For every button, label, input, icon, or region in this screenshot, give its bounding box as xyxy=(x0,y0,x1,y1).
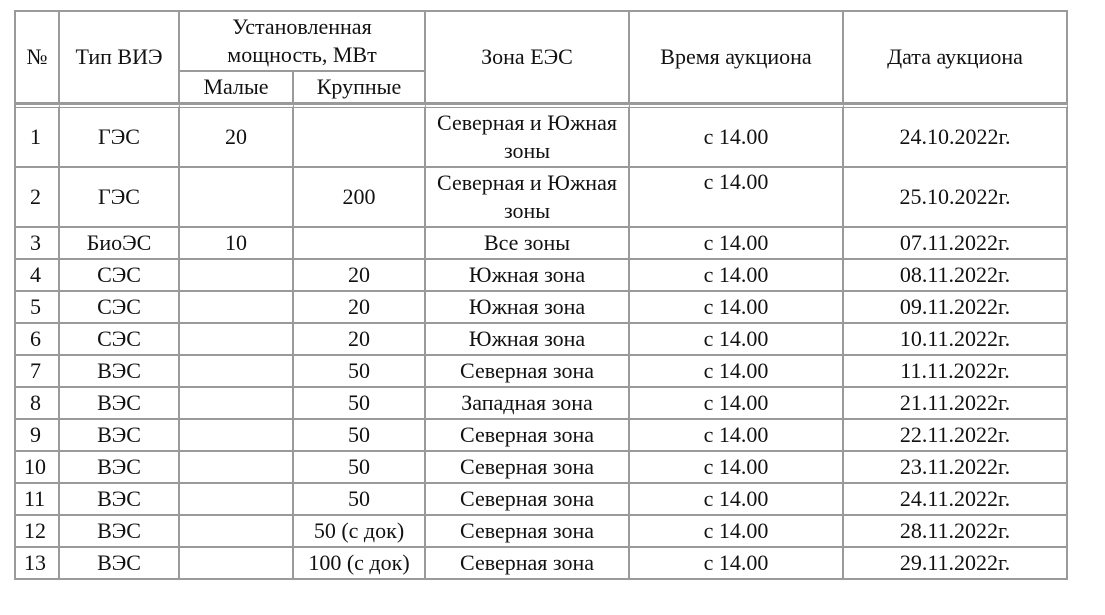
cell-date: 28.11.2022г. xyxy=(844,516,1068,548)
cell-zone: Южная зона xyxy=(426,324,630,356)
cell-small xyxy=(180,548,294,580)
auction-schedule xyxy=(14,10,1068,580)
cell-large: 50 xyxy=(294,452,426,484)
table-row xyxy=(16,228,1068,260)
cell-time: с 14.00 xyxy=(630,388,844,420)
cell-small: 10 xyxy=(180,228,294,260)
header-large: Крупные xyxy=(294,72,426,104)
cell-date: 29.11.2022г. xyxy=(844,548,1068,580)
cell-large: 20 xyxy=(294,324,426,356)
table-row xyxy=(16,420,1068,452)
cell-time: с 14.00 xyxy=(630,228,844,260)
table-row xyxy=(16,104,1068,168)
cell-num: 9 xyxy=(16,420,60,452)
cell-type: ВЭС xyxy=(60,356,180,388)
cell-large: 20 xyxy=(294,292,426,324)
cell-small xyxy=(180,260,294,292)
cell-time: с 14.00 xyxy=(630,516,844,548)
cell-date: 07.11.2022г. xyxy=(844,228,1068,260)
cell-date: 10.11.2022г. xyxy=(844,324,1068,356)
cell-zone: Северная и Южная зоны xyxy=(426,104,630,168)
cell-num: 13 xyxy=(16,548,60,580)
cell-large: 100 (с док) xyxy=(294,548,426,580)
cell-large xyxy=(294,104,426,168)
cell-time: с 14.00 xyxy=(630,356,844,388)
cell-date: 24.10.2022г. xyxy=(844,104,1068,168)
cell-small xyxy=(180,324,294,356)
cell-num: 11 xyxy=(16,484,60,516)
cell-type: ВЭС xyxy=(60,516,180,548)
cell-time: с 14.00 xyxy=(630,452,844,484)
cell-num: 2 xyxy=(16,168,60,228)
cell-date: 09.11.2022г. xyxy=(844,292,1068,324)
header-zone: Зона ЕЭС xyxy=(426,12,630,104)
cell-small xyxy=(180,388,294,420)
cell-time: с 14.00 xyxy=(630,420,844,452)
table-row xyxy=(16,260,1068,292)
header-small: Малые xyxy=(180,72,294,104)
cell-large xyxy=(294,228,426,260)
cell-num: 5 xyxy=(16,292,60,324)
header-type: Тип ВИЭ xyxy=(60,12,180,104)
table-row xyxy=(16,516,1068,548)
cell-num: 3 xyxy=(16,228,60,260)
cell-zone: Южная зона xyxy=(426,292,630,324)
cell-date: 25.10.2022г. xyxy=(844,168,1068,228)
cell-num: 6 xyxy=(16,324,60,356)
table-row xyxy=(16,168,1068,228)
cell-num: 4 xyxy=(16,260,60,292)
cell-type: ВЭС xyxy=(60,388,180,420)
header-time: Время аукциона xyxy=(630,12,844,104)
header-num: № xyxy=(16,12,60,104)
header-power: Установленная мощность, МВт xyxy=(180,12,426,72)
cell-time: с 14.00 xyxy=(630,292,844,324)
table-row xyxy=(16,356,1068,388)
cell-large: 50 xyxy=(294,388,426,420)
table-row xyxy=(16,324,1068,356)
cell-large: 50 xyxy=(294,420,426,452)
cell-date: 24.11.2022г. xyxy=(844,484,1068,516)
cell-zone: Северная зона xyxy=(426,356,630,388)
cell-time: с 14.00 xyxy=(630,104,844,168)
auction-table xyxy=(14,10,1068,580)
cell-large: 200 xyxy=(294,168,426,228)
cell-date: 08.11.2022г. xyxy=(844,260,1068,292)
cell-small xyxy=(180,292,294,324)
cell-large: 50 (с док) xyxy=(294,516,426,548)
table-row xyxy=(16,548,1068,580)
cell-time: с 14.00 xyxy=(630,260,844,292)
table-row xyxy=(16,484,1068,516)
cell-zone: Все зоны xyxy=(426,228,630,260)
cell-type: СЭС xyxy=(60,292,180,324)
cell-large: 20 xyxy=(294,260,426,292)
cell-zone: Западная зона xyxy=(426,388,630,420)
table-row xyxy=(16,388,1068,420)
cell-type: ВЭС xyxy=(60,548,180,580)
cell-zone: Северная зона xyxy=(426,452,630,484)
cell-num: 12 xyxy=(16,516,60,548)
cell-small xyxy=(180,356,294,388)
cell-time: с 14.00 xyxy=(630,548,844,580)
cell-small xyxy=(180,420,294,452)
cell-zone: Северная зона xyxy=(426,420,630,452)
cell-type: СЭС xyxy=(60,260,180,292)
cell-num: 8 xyxy=(16,388,60,420)
table-row xyxy=(16,452,1068,484)
header-date: Дата аукциона xyxy=(844,12,1068,104)
cell-type: ГЭС xyxy=(60,104,180,168)
cell-type: БиоЭС xyxy=(60,228,180,260)
cell-type: ГЭС xyxy=(60,168,180,228)
cell-date: 21.11.2022г. xyxy=(844,388,1068,420)
cell-time: с 14.00 xyxy=(630,168,844,228)
table-row xyxy=(16,292,1068,324)
cell-small xyxy=(180,484,294,516)
cell-date: 23.11.2022г. xyxy=(844,452,1068,484)
cell-large: 50 xyxy=(294,484,426,516)
cell-time: с 14.00 xyxy=(630,324,844,356)
cell-small: 20 xyxy=(180,104,294,168)
cell-small xyxy=(180,452,294,484)
cell-zone: Северная зона xyxy=(426,548,630,580)
cell-num: 10 xyxy=(16,452,60,484)
cell-zone: Южная зона xyxy=(426,260,630,292)
cell-time: с 14.00 xyxy=(630,484,844,516)
cell-type: ВЭС xyxy=(60,420,180,452)
cell-type: ВЭС xyxy=(60,484,180,516)
cell-small xyxy=(180,516,294,548)
cell-date: 11.11.2022г. xyxy=(844,356,1068,388)
cell-type: ВЭС xyxy=(60,452,180,484)
cell-zone: Северная зона xyxy=(426,516,630,548)
cell-num: 7 xyxy=(16,356,60,388)
cell-num: 1 xyxy=(16,104,60,168)
cell-date: 22.11.2022г. xyxy=(844,420,1068,452)
cell-small xyxy=(180,168,294,228)
cell-zone: Северная и Южная зоны xyxy=(426,168,630,228)
cell-zone: Северная зона xyxy=(426,484,630,516)
cell-large: 50 xyxy=(294,356,426,388)
cell-type: СЭС xyxy=(60,324,180,356)
